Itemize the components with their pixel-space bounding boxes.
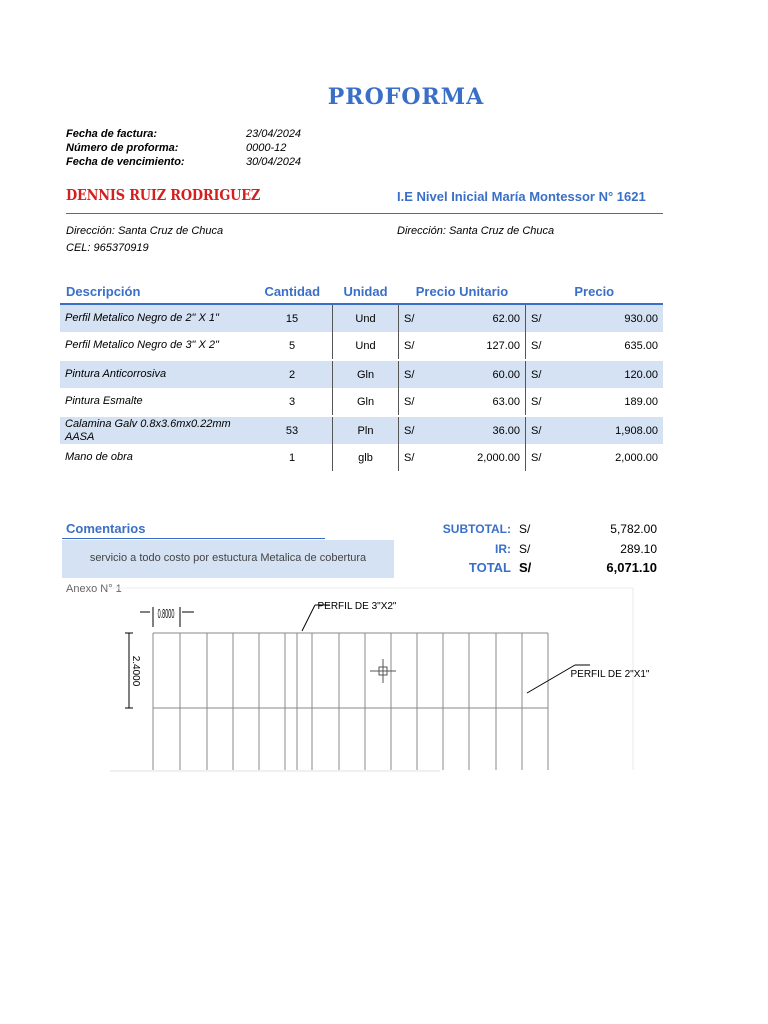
subtotal-label: SUBTOTAL:: [442, 522, 511, 536]
proforma-number-label: Número de proforma:: [66, 142, 179, 154]
item-description: Mano de obra: [65, 451, 133, 463]
ir-value: 289.10: [620, 542, 657, 556]
document-title: PROFORMA: [327, 84, 485, 110]
proforma-number-value: 0000-12: [246, 142, 287, 154]
annex-drawing: [0, 585, 768, 785]
meta-values: [246, 127, 301, 169]
annex-dim-height: 2.4000: [130, 655, 141, 687]
item-unit-price-currency: S/: [399, 304, 428, 332]
item-unit-price-currency: S/: [404, 451, 415, 464]
annex-dim-width: 0.8000: [157, 607, 175, 623]
total-currency: S/: [519, 560, 532, 575]
comments-divider: [62, 538, 325, 539]
comments-heading: Comentarios: [66, 521, 146, 536]
seller-phone: CEL: 965370919: [66, 242, 149, 254]
item-description: Calamina Galv 0.8x3.6mx0.22mm AASA: [60, 416, 252, 444]
seller-address: Dirección: Santa Cruz de Chuca: [66, 225, 224, 237]
table-row: [60, 360, 663, 388]
item-unit: Und: [333, 304, 399, 332]
due-date-value: 30/04/2024: [246, 156, 302, 168]
seller-contact: [66, 223, 223, 257]
item-unit: Und: [333, 332, 399, 360]
item-unit-price-currency: S/: [399, 360, 428, 388]
table-row: [60, 388, 663, 416]
item-price-currency: S/: [531, 395, 542, 408]
item-unit-price: 36.00: [427, 416, 526, 444]
item-quantity: 3: [252, 388, 333, 416]
item-description: Pintura Esmalte: [65, 395, 143, 407]
client-address: Dirección: Santa Cruz de Chuca: [397, 225, 555, 237]
invoice-date-value: 23/04/2024: [246, 128, 302, 140]
item-price: 635.00: [624, 339, 658, 352]
header-unit: Unidad: [333, 279, 399, 304]
annex-label: Anexo N° 1: [66, 583, 122, 595]
item-quantity: 5: [252, 332, 333, 360]
item-quantity: 2: [252, 360, 333, 388]
total-value: 6,071.10: [606, 560, 657, 575]
item-price: 1,908.00: [554, 416, 663, 444]
annex-label-2x1: PERFIL DE 2"X1": [570, 669, 650, 680]
item-unit: Gln: [333, 388, 399, 416]
item-quantity: 53: [252, 416, 333, 444]
item-unit-price-currency: S/: [399, 416, 428, 444]
item-price: 189.00: [624, 395, 658, 408]
item-unit-price: 60.00: [427, 360, 526, 388]
due-date-label: Fecha de vencimiento:: [66, 156, 185, 168]
item-unit: Gln: [333, 360, 399, 388]
invoice-date-label: Fecha de factura:: [66, 128, 158, 140]
item-unit-price: 63.00: [427, 388, 526, 416]
item-price: 2,000.00: [615, 451, 658, 464]
subtotal-currency: S/: [519, 522, 531, 536]
total-label: TOTAL: [468, 560, 511, 575]
client-name: I.E Nivel Inicial María Montessor N° 1621: [397, 189, 646, 204]
item-description: Perfil Metalico Negro de 2" X 1": [60, 304, 252, 332]
subtotal-value: 5,782.00: [610, 522, 657, 536]
item-price-currency: S/: [531, 451, 542, 464]
seller-name: DENNIS RUIZ RODRIGUEZ: [66, 186, 261, 204]
header-description: Descripción: [60, 279, 252, 304]
item-price-currency: S/: [531, 339, 542, 352]
ir-currency: S/: [519, 542, 531, 556]
ir-label: IR:: [495, 542, 511, 556]
item-unit: Pln: [333, 416, 399, 444]
item-unit-price: 62.00: [427, 304, 526, 332]
item-price-currency: S/: [526, 416, 555, 444]
item-price-currency: S/: [526, 360, 555, 388]
header-quantity: Cantidad: [252, 279, 333, 304]
items-table: [60, 279, 663, 471]
header-price: Precio: [526, 279, 664, 304]
item-quantity: 1: [252, 444, 333, 471]
comments-text: servicio a todo costo por estuctura Metalica de cobertura: [62, 540, 394, 578]
item-unit-price-currency: S/: [404, 395, 415, 408]
header-divider: [66, 213, 663, 214]
table-row: [60, 332, 663, 360]
item-unit: glb: [333, 444, 399, 471]
table-row: [60, 304, 663, 332]
item-price: 120.00: [554, 360, 663, 388]
item-unit-price-currency: S/: [404, 339, 415, 352]
table-header-row: [60, 279, 663, 304]
meta-labels: [66, 127, 185, 169]
item-description: Pintura Anticorrosiva: [60, 360, 252, 388]
table-row: [60, 416, 663, 444]
item-quantity: 15: [252, 304, 333, 332]
item-price-currency: S/: [526, 304, 555, 332]
header-unit-price: Precio Unitario: [399, 279, 526, 304]
item-description: Perfil Metalico Negro de 3" X 2": [65, 339, 219, 351]
annex-label-3x2: PERFIL DE 3"X2": [317, 601, 397, 612]
table-row: [60, 444, 663, 471]
item-price: 930.00: [554, 304, 663, 332]
item-unit-price: 2,000.00: [427, 444, 526, 471]
item-unit-price: 127.00: [427, 332, 526, 360]
